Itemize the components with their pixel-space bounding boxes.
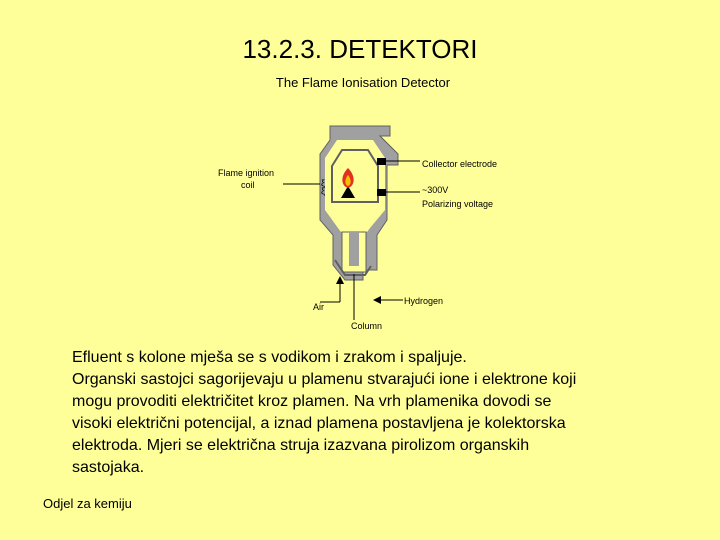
diagram-heading: The Flame Ionisation Detector	[275, 75, 451, 90]
body-line: elektroda. Mjeri se električna struja izazvana pirolizom organskih	[72, 437, 530, 454]
voltage-connector	[377, 189, 386, 196]
ignition-coil-mark: ξ	[321, 178, 326, 188]
fid-diagram-svg	[215, 70, 515, 332]
hydrogen-arrow-icon	[373, 296, 381, 304]
collector-connector	[377, 158, 386, 165]
collector-label: Collector electrode	[422, 159, 498, 169]
fid-diagram	[215, 70, 515, 332]
body-line: Efluent s kolone mješa se s vodikom i zrakom i spaljuje.	[72, 349, 467, 366]
air-label: Air	[313, 302, 324, 312]
jet-tube	[349, 232, 359, 266]
column-label: Column	[351, 321, 383, 331]
ignition-label-2: coil	[241, 180, 255, 190]
body-text	[72, 347, 672, 479]
body-line: mogu provoditi električitet kroz plamen. Na vrh plamenika dovodi se	[72, 393, 552, 410]
detector-chamber	[325, 140, 385, 232]
hydrogen-label: Hydrogen	[404, 296, 444, 306]
ignition-coil-mark: ξ	[321, 186, 326, 196]
body-line: visoki električni potencijal, a iznad plamena postavljena je kolektorska	[72, 415, 566, 432]
polarizing-label: Polarizing voltage	[422, 199, 494, 209]
footer-text: Odjel za kemiju	[43, 496, 132, 511]
ignition-label: Flame ignition	[218, 168, 275, 178]
slide-title: 13.2.3. DETEKTORI	[242, 34, 478, 64]
body-line: sastojaka.	[72, 459, 145, 476]
body-line: Organski sastojci sagorijevaju u plamenu stvarajući ione i elektrone koji	[72, 371, 577, 388]
voltage-label: ~300V	[422, 185, 449, 195]
